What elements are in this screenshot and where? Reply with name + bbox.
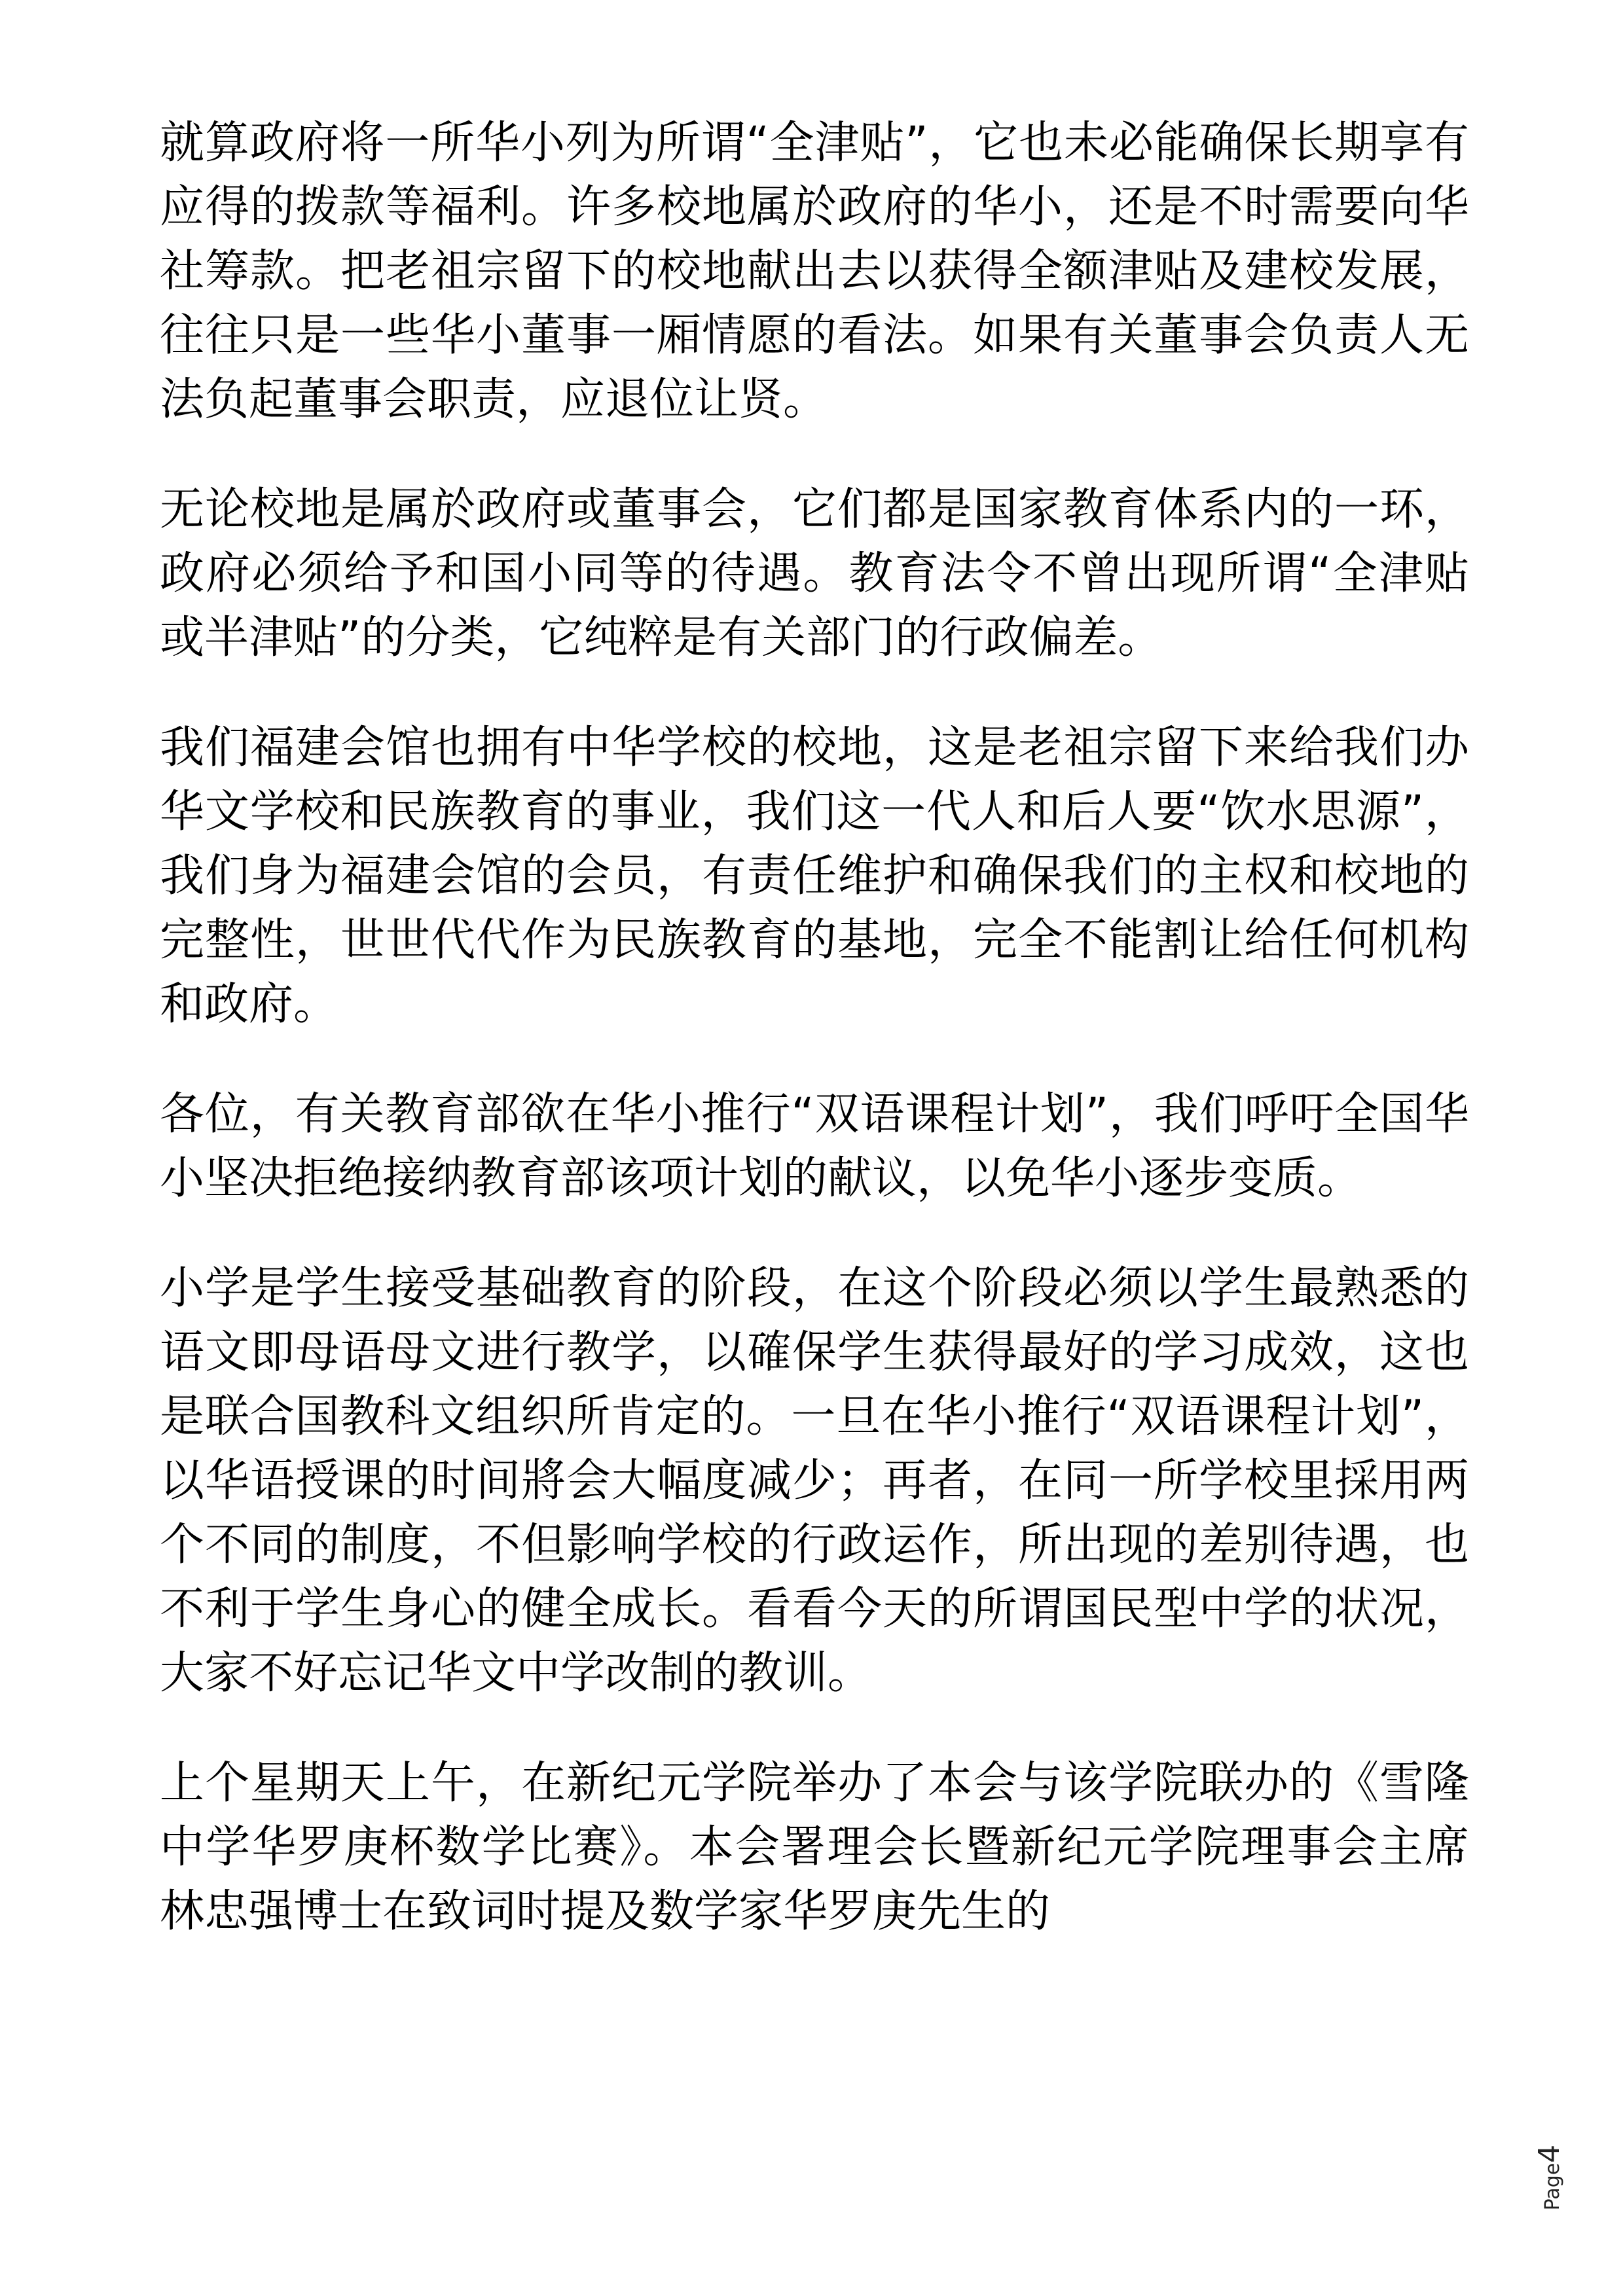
- paragraph: 就算政府将一所华小列为所谓“全津贴”，它也未必能确保长期享有应得的拨款等福利。许多校地属於政府的华小，还是不时需要向华社筹款。把老祖宗留下的校地献出去以获得全额津贴及建校发展，往往只是一些华小董事一厢情愿的看法。如果有关董事会负责人无法负起董事会职责，应退位让贤。: [160, 117, 1469, 425]
- page-number-label: Page: [1541, 2162, 1564, 2211]
- paragraph: 小学是学生接受基础教育的阶段，在这个阶段必须以学生最熟悉的语文即母语母文进行教学，以確保学生获得最好的学习成效，这也是联合国教科文组织所肯定的。一旦在华小推行“双语课程计划”，以华语授课的时间將会大幅度减少；再者，在同一所学校里採用两个不同的制度，不但影响学校的行政运作，所出现的差别待遇，也不利于学生身心的健全成长。看看今天的所谓国民型中学的状况，大家不好忘记华文中学改制的教训。: [160, 1263, 1469, 1699]
- paragraph: 上个星期天上午，在新纪元学院举办了本会与该学院联办的《雪隆中学华罗庚杯数学比赛》。本会署理会长暨新纪元学院理事会主席林忠强博士在致词时提及数学家华罗庚先生的: [160, 1757, 1469, 1937]
- paragraph: 我们福建会馆也拥有中华学校的校地，这是老祖宗留下来给我们办华文学校和民族教育的事业，我们这一代人和后人要“饮水思源”，我们身为福建会馆的会员，有责任维护和确保我们的主权和校地的完整性，世世代代作为民族教育的基地，完全不能割让给任何机构和政府。: [160, 722, 1469, 1030]
- page-number: [1533, 2135, 1568, 2220]
- page-number-value: 4: [1533, 2144, 1566, 2163]
- paragraph: 各位，有关教育部欲在华小推行“双语课程计划”，我们呼吁全国华小坚决拒绝接纳教育部该项计划的献议，以免华小逐步变质。: [160, 1088, 1469, 1204]
- document-body: [160, 111, 1469, 1990]
- paragraph: 无论校地是属於政府或董事会，它们都是国家教育体系内的一环，政府必须给予和国小同等的待遇。教育法令不曾出现所谓“全津贴或半津贴”的分类，它纯粹是有关部门的行政偏差。: [160, 484, 1469, 664]
